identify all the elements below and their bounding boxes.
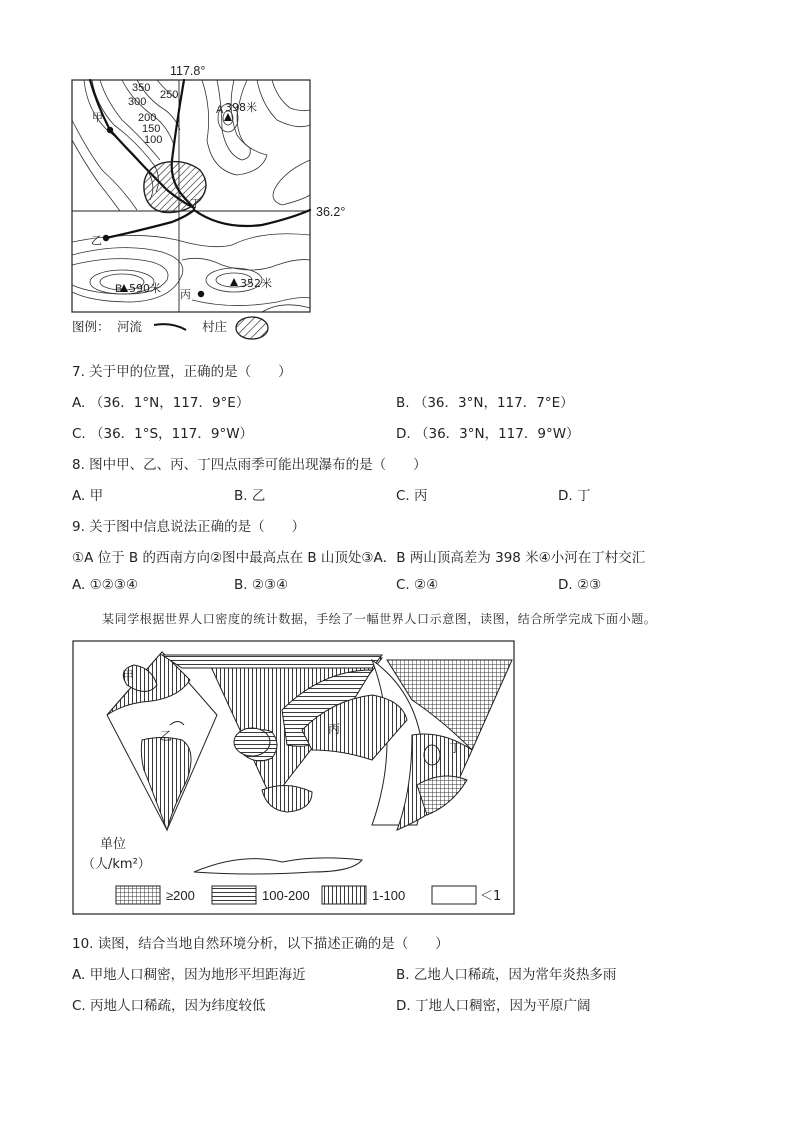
legend-river-label: 河流 xyxy=(117,319,143,334)
question-7-stem: 7. 关于甲的位置，正确的是（ ） xyxy=(72,364,292,380)
legend-label-100-200: 100-200 xyxy=(262,888,310,903)
section-intro: 某同学根据世界人口密度的统计数据，手绘了一幅世界人口示意图，读图，结合所学完成下面小题。 xyxy=(102,612,657,626)
contour-map xyxy=(62,60,362,345)
q7-option-d[interactable]: D. （36．3°N，117．9°W） xyxy=(396,426,580,442)
point-bing-marker xyxy=(198,291,204,297)
q9-option-a[interactable]: A. ①②③④ xyxy=(72,577,138,593)
map2-unit-title: 单位 xyxy=(100,837,127,852)
contour-label-300: 300 xyxy=(128,96,147,108)
population-map xyxy=(72,640,516,916)
map2-label-ding: 丁 xyxy=(449,741,462,755)
q8-option-c[interactable]: C. 丙 xyxy=(396,488,428,504)
question-9-stem: 9. 关于图中信息说法正确的是（ ） xyxy=(72,519,306,535)
legend-swatch-100-200 xyxy=(212,886,256,904)
legend-village-symbol xyxy=(236,317,268,339)
peak-a-height: 398米 xyxy=(225,101,257,114)
q10-option-a[interactable]: A. 甲地人口稠密，因为地形平坦距海近 xyxy=(72,967,306,983)
q9-option-d[interactable]: D. ②③ xyxy=(558,577,602,593)
q9-option-c[interactable]: C. ②④ xyxy=(396,577,439,593)
q9-option-b[interactable]: B. ②③④ xyxy=(234,577,289,593)
lat-label: 36.2° xyxy=(316,205,346,219)
q10-option-d[interactable]: D. 丁地人口稠密，因为平原广阔 xyxy=(396,998,591,1014)
peak-b-height: 590米 xyxy=(129,282,161,295)
point-bing-label: 丙 xyxy=(180,288,191,301)
q7-option-b[interactable]: B. （36．3°N，117．7°E） xyxy=(396,395,574,411)
point-jia-label: 甲 xyxy=(92,111,103,124)
question-10-stem: 10. 读图，结合当地自然环境分析，以下描述正确的是（ ） xyxy=(72,936,449,952)
q7-option-a[interactable]: A. （36．1°N，117．9°E） xyxy=(72,395,250,411)
point-jia-marker xyxy=(107,127,113,133)
legend-swatch-lt1 xyxy=(432,886,476,904)
point-ding-label: 丁 xyxy=(190,197,201,210)
legend-label-lt1: ＜1 xyxy=(480,889,502,904)
legend-swatch-200plus xyxy=(116,886,160,904)
map2-label-yi: 乙 xyxy=(160,729,173,743)
q8-option-a[interactable]: A. 甲 xyxy=(72,488,104,504)
question-8-stem: 8. 图中甲、乙、丙、丁四点雨季可能出现瀑布的是（ ） xyxy=(72,457,427,473)
contour-label-250: 250 xyxy=(160,89,179,101)
contour-label-100: 100 xyxy=(144,134,163,146)
point-yi-label: 乙 xyxy=(91,234,102,247)
map2-unit: （人/km²） xyxy=(82,857,151,872)
legend-village-label: 村庄 xyxy=(202,319,228,334)
point-yi-marker xyxy=(103,235,109,241)
contour-label-150: 150 xyxy=(142,123,161,135)
legend-label-1-100: 1-100 xyxy=(372,888,406,903)
q7-option-c[interactable]: C. （36．1°S，117．9°W） xyxy=(72,426,254,442)
lon-label: 117.8° xyxy=(170,64,206,78)
q10-option-b[interactable]: B. 乙地人口稀疏，因为常年炎热多雨 xyxy=(396,967,617,983)
contour-label-200: 200 xyxy=(138,112,157,124)
peak-a-label: A xyxy=(216,104,224,116)
peak-b-label: B xyxy=(115,283,123,295)
contour-label-350: 350 xyxy=(132,82,151,94)
question-9-statement: ①A 位于 B 的西南方向②图中最高点在 B 山顶处③A．B 两山顶高差为 398 米④小河在丁村交汇 xyxy=(72,550,646,566)
legend-prefix: 图例： xyxy=(72,319,110,334)
map2-label-jia: 甲 xyxy=(122,669,135,683)
legend-label-200plus: ≥200 xyxy=(166,888,195,903)
q10-option-c[interactable]: C. 丙地人口稀疏，因为纬度较低 xyxy=(72,998,266,1014)
q8-option-b[interactable]: B. 乙 xyxy=(234,488,266,504)
legend-river-symbol xyxy=(154,324,186,330)
peak-352-height: 352米 xyxy=(240,277,272,290)
q8-option-d[interactable]: D. 丁 xyxy=(558,488,591,504)
legend-swatch-1-100 xyxy=(322,886,366,904)
map2-label-bing: 丙 xyxy=(328,722,341,736)
